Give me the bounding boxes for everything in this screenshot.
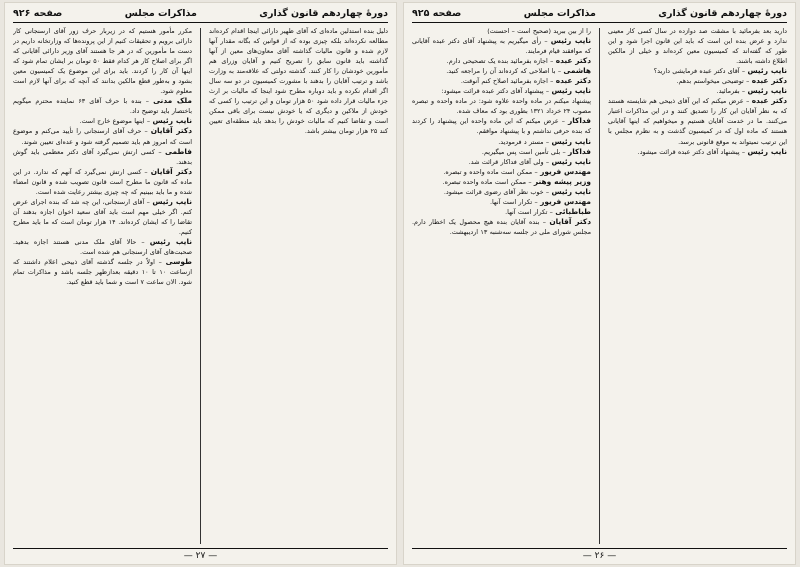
paragraph: [412, 76, 591, 86]
paragraph: [13, 26, 192, 96]
speaker-name: نایب رئیس: [149, 236, 192, 246]
page-footer: — ۲۷ —: [13, 548, 388, 564]
paragraph-text: – بلی تأمین است پس میگیریم.: [481, 147, 566, 156]
paragraph-text: – مستر د فرمودید.: [498, 137, 550, 146]
paragraph-text: – آقای ارسنجانی، این چه شد که بنده اجرای عرض کنم. اگر خیلی مهم است باید آقای سعید اخوان اجازه بدهند آن تقاضا را که ایشان کرده‌اند. ۱۴ هزار تومان است که ما باید مطرح کنیم.: [13, 197, 192, 236]
page-number: صفحه ۹۲۵: [412, 8, 462, 19]
speaker-name: وزیر پیشه وهنر: [533, 176, 591, 186]
paragraph-text: – عرض میکنم که این ماده واحده این پیشنهاد را کردند که بنده حرفی نداشتم و با پیشنهاد موافقم.: [412, 117, 591, 136]
paragraph-text: – ولی آقای فداکار قرائت شد.: [468, 157, 550, 166]
speaker-name: طباطبائی: [555, 206, 591, 216]
text-column-left: [412, 26, 591, 546]
paragraph-text: – بنده با حرف آقای ۶۳ نماینده محترم میگویم باختصار باید توضیح داد.: [13, 97, 192, 116]
paragraph: [608, 96, 787, 146]
speaker-name: نایب رئیس: [152, 196, 192, 206]
speaker-name: ملک مدنی: [153, 96, 192, 106]
paragraph: [412, 137, 591, 147]
speaker-name: نایب رئیس: [551, 136, 591, 146]
paragraph: [13, 116, 192, 126]
speaker-name: نایب رئیس: [747, 86, 787, 96]
paragraph-text: – رأی میگیریم به پیشنهاد آقای دکتر عبده آقایانی که موافقند قیام فرمایند.: [412, 37, 591, 56]
speaker-name: نایب رئیس: [550, 36, 591, 46]
paragraph-text: – حرف آقای ارسنجانی را تأیید می‌کنم و موضوع است که امروز هم باید تصمیم گرفته شود و عده‌ای تعیین شوند.: [13, 127, 192, 146]
paragraph-text: – پیشنهاد آقای دکتر عبده قرائت میشود.: [637, 147, 746, 156]
paragraph-text: – ممکن است ماده واحده تبصره.: [442, 177, 532, 186]
speaker-name: دکتر عبده: [555, 76, 591, 86]
text-columns: [412, 26, 787, 546]
header-rule: [13, 22, 388, 23]
speaker-name: هاشمی: [563, 66, 591, 76]
paragraph: [13, 257, 192, 287]
paragraph-text: – آقای دکتر عبده فرمایشی دارید؟: [653, 67, 746, 76]
text-columns: [13, 26, 388, 546]
paragraph-text: – اولاً در جلسه گذشته آقای ذبیحی اعلام داشتند که ازساعت ۱۰ تا ۱۰ دقیقه بعدازظهر جلسه باشد و مذاکرات تمام شود. الان ساعت ۷ است و شما باید قطع کنید.: [13, 258, 192, 287]
paragraph: [412, 217, 591, 237]
paragraph: [412, 56, 591, 66]
paragraph: [412, 197, 591, 207]
paragraph: [608, 86, 787, 96]
speaker-name: نایب رئیس: [152, 116, 192, 126]
speaker-name: نایب رئیس: [551, 156, 591, 166]
paragraph: [209, 26, 388, 137]
paragraph: [13, 167, 192, 197]
speaker-name: فداکار: [568, 146, 591, 156]
paragraph: [13, 96, 192, 116]
speaker-name: مهندس فریور: [540, 196, 591, 206]
paragraph-text: – عرض میکنم که این آقای ذبیحی هم شایسته هستند که به نظر آقایان این کار را تصدیق کنند و در این مذاکرات اعتبار می‌کنند. ما در خدمت آقایان هستیم و میخواهیم که اینها آقایانی هستند که ماده اول که در کمیسیون گذشت و به نظرم مجلس با این ترتیب نمیتواند به موقع قانونی برسد.: [608, 97, 787, 146]
paragraph: [13, 197, 192, 237]
paragraph: [608, 76, 787, 86]
header-rule: [412, 22, 787, 23]
paragraph: [13, 126, 192, 146]
speaker-name: دکتر آقایان: [549, 216, 591, 226]
text-column-right: [608, 26, 787, 546]
paragraph: [412, 26, 591, 36]
paragraph-text: مکرر مأمور هستیم که در زیربار حرف زور آقای ارسنجانی کار دارائی برویم و تحقیقات کنیم از این پرونده‌ها که وزارتخانه داریم در دست ما مأمورین که در هر جا هستند آقای وزیر دارائی آقایانی که اگر برای اصلاح کار هر کدام فقط ۵۰ تومان بر ایشان تمام شود که اینها آن کار را کردند. باید برای این موضوع یک کمیسیون معین بشود و به‌طور قطع مالکین بدانند که آنچه که برای آنها لازم است معلوم شود.: [13, 27, 192, 96]
column-divider: [599, 28, 600, 544]
page-header: [13, 7, 388, 21]
paragraph-text: – اجازه بفرمائید اصلاح کنم آنوقت.: [460, 77, 554, 86]
right-page: [403, 2, 796, 565]
paragraph: [13, 147, 192, 167]
column-divider: [200, 28, 201, 544]
paragraph-text: – کسی ارتش نمی‌گیرد که آنهم که ندارد. در این ماده که قانون ما مطرح است قانون تصویب شده و قانون امضاء شده و ما باید ببینیم که چه چیزی بیشتر رعایت شده است.: [13, 167, 192, 196]
paragraph-text: – اینها موضوع خارج است.: [79, 117, 151, 126]
paragraph: [412, 116, 591, 136]
paragraph-text: – با اصلاحی که کرده‌اند آن را مراجعه کنید.: [446, 67, 562, 76]
paragraph: [608, 26, 787, 66]
paragraph-text: – تکرار است آنها.: [505, 207, 553, 216]
paragraph: [412, 36, 591, 56]
session-title: دورهٔ چهاردهم قانون گذاری: [259, 8, 388, 19]
session-title: دورهٔ چهاردهم قانون گذاری: [658, 8, 787, 19]
text-column-left: [13, 26, 192, 546]
page-footer: — ۲۶ —: [412, 548, 787, 564]
paragraph-text: – ممکن است ماده واحده و تبصره.: [443, 167, 538, 176]
paragraph: [412, 66, 591, 76]
paragraph: [412, 96, 591, 116]
paragraph-text: – کسی ارتش نمی‌گیرد آقای دکتر معظمی باید گوش بدهند.: [13, 147, 192, 166]
speaker-name: نایب رئیس: [551, 86, 591, 96]
speaker-name: دکتر عبده: [751, 76, 787, 86]
paragraph-text: – خوب نظر آقای رضوی قرائت میشود.: [443, 187, 550, 196]
paragraph-text: – بنده آقایان بنده هیچ محصول یک اخطار دارم. مجلس شورای ملی در جلسه سه‌شنبه ۱۳ اردیبهشت.: [412, 217, 591, 236]
paragraph: [412, 167, 591, 177]
paragraph-text: پیشنهاد میکنم در ماده واحده علاوه شود: در ماده واحده و تبصره مصوب ۲۴ خرداد ۱۳۲۱ بطوری بود که معاف شده.: [412, 97, 591, 116]
page-header: [412, 7, 787, 21]
paragraph-text: – پیشنهاد آقای دکتر عبده قرائت میشود:: [441, 87, 550, 96]
paragraph: [412, 207, 591, 217]
page-number: صفحه ۹۲۶: [13, 8, 63, 19]
speaker-name: نایب رئیس: [747, 66, 787, 76]
speaker-name: دکتر آقایان: [150, 126, 192, 136]
paragraph-text: – حالا آقای ملک مدنی هستند اجازه بدهید. صحبت‌های آقای ارسنجانی هم شده است.: [13, 237, 192, 257]
paragraph-text: دارید بعد بفرمائید با مشقت صد دوازده در سال کسی کار معینی ندارد و عرض بنده این است که باید این قانون اجرا شود و این طور که گفته‌اند که کمیسیون معین کرده‌اند و خیلی از مالکین اطلاع داشته باشند.: [608, 27, 787, 66]
paragraph-text: – توضیحی میخواستم بدهم.: [676, 77, 750, 86]
paragraph-text: – تکرار است آنها.: [489, 197, 538, 206]
text-column-right: [209, 26, 388, 546]
speaker-name: دکتر عبده: [751, 96, 787, 106]
speaker-name: دکتر عبده: [555, 56, 591, 66]
speaker-name: فداکار: [568, 116, 591, 126]
publication-title: مذاکرات مجلس: [124, 8, 197, 19]
left-page: [4, 2, 397, 565]
speaker-name: دکتر آقایان: [150, 166, 192, 176]
paragraph: [412, 177, 591, 187]
paragraph: [412, 86, 591, 96]
speaker-name: فاطمی: [164, 146, 192, 156]
paragraph: [412, 147, 591, 157]
paragraph: [608, 147, 787, 157]
speaker-name: نایب رئیس: [747, 146, 787, 156]
speaker-name: طوسی: [165, 257, 192, 267]
paragraph-text: را از بین ببرید (صحیح است – احسنت): [487, 27, 591, 35]
paragraph: [412, 157, 591, 167]
publication-title: مذاکرات مجلس: [523, 8, 596, 19]
paragraph-text: دلیل بنده استدلین ماده‌ای که آقای ظهیر دارائی اینجا اقدام کرده‌اند مطالعه نکرده‌اند بلکه چیزی بوده که از قوانین که بگانه مقدار آنها لازم شده و قانون مالیات گذاشته آقای معاون‌های معین از آنها گذاشته باید قانون سابق را تصریح کنیم و آقایان وزرای هم مأمورین خودشان را کار کنند. گذشته دولتی که علاقه‌مند به وزارت باشد و ترتیب آقایان را بدهند با مشورت کمیسیون در دو سه سال اگر اقدام نکرده و باید دوباره مطرح شود اینجا که مالیات بر ارث جزء مالیات قرار داده شود ۵۰ هزار تومان و این ترتیب را کسی که خودش از ملاکین و دیگری که یا خودش نیست برای باقی ممکن است و تقاضا کنیم که مالیات خودش را بدهد باید منطقه‌ای تعیین کند ۲۵ هزار تومان بیشتر باشد.: [209, 27, 388, 136]
speaker-name: نایب رئیس: [551, 186, 591, 196]
paragraph-text: – اجازه بفرمائید بنده یک تصحیحی دارم.: [446, 57, 554, 66]
paragraph-text: – بفرمائید.: [716, 87, 746, 96]
paragraph: [608, 66, 787, 76]
paragraph: [13, 237, 192, 257]
speaker-name: مهندس فریور: [540, 166, 591, 176]
paragraph: [412, 187, 591, 197]
